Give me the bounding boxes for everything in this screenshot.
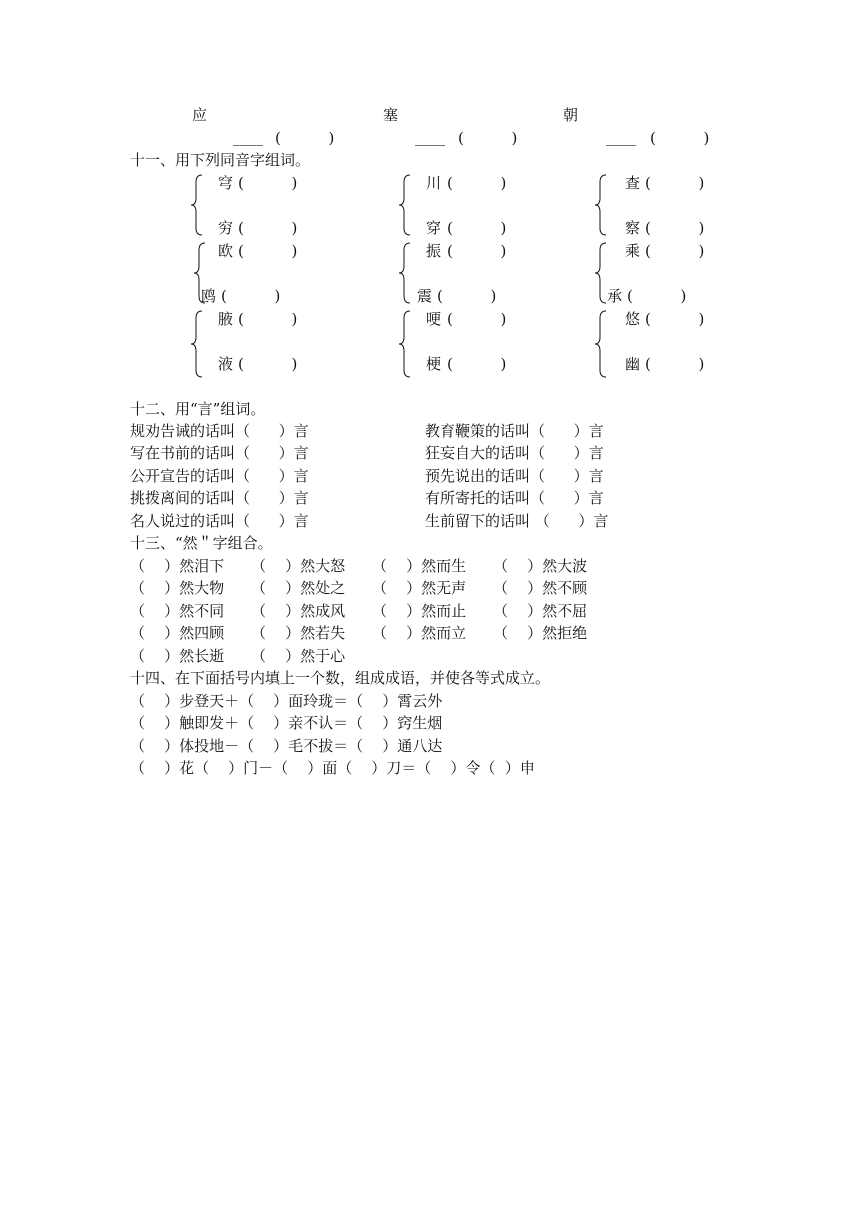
homophone-8b: 梗 bbox=[426, 355, 442, 373]
equation-row: （ ）花（ ）门－（ ）面（ ）刀＝（ ）令（ ）申 bbox=[130, 759, 535, 777]
ran-item: （ ）然不同 bbox=[130, 602, 225, 620]
homophone-9b: 幽 bbox=[625, 355, 641, 373]
yan-item: 有所寄托的话叫（ ）言 bbox=[425, 489, 604, 507]
equation-row: （ ）触即发＋（ ）亲不认＝（ ）窍生烟 bbox=[130, 714, 443, 732]
equation-row: （ ）体投地－（ ）毛不拔＝（ ）通八达 bbox=[130, 737, 443, 755]
yan-item: 预先说出的话叫（ ）言 bbox=[425, 467, 604, 485]
answer-paren[interactable]: ( ) bbox=[627, 287, 687, 305]
brace-icon bbox=[398, 174, 412, 236]
ran-item: （ ）然成风 bbox=[251, 602, 346, 620]
answer-paren[interactable]: ( ) bbox=[437, 287, 497, 305]
section-13-title: 十三、“然＂字组合。 bbox=[130, 534, 273, 552]
brace-icon bbox=[398, 310, 412, 378]
homophone-1b: 穷 bbox=[218, 219, 234, 237]
homophone-7a: 腋 bbox=[218, 310, 234, 328]
ran-item: （ ）然于心 bbox=[251, 647, 346, 665]
answer-paren[interactable]: ( ) bbox=[447, 174, 507, 192]
ran-item: （ ）然大波 bbox=[493, 557, 588, 575]
section-14-title: 十四、在下面括号内填上一个数，组成成语，并使各等式成立。 bbox=[130, 669, 551, 687]
yan-item: 生前留下的话叫 （ ）言 bbox=[425, 512, 609, 530]
answer-paren[interactable]: ( ) bbox=[447, 310, 507, 328]
yan-item: 规劝告诫的话叫（ ）言 bbox=[130, 422, 309, 440]
ran-item: （ ）然若失 bbox=[251, 624, 346, 642]
homophone-7b: 液 bbox=[218, 355, 234, 373]
homophone-2a: 川 bbox=[426, 174, 442, 192]
brace-icon bbox=[398, 242, 412, 304]
answer-paren[interactable]: ( ) bbox=[238, 219, 298, 237]
ran-item: （ ）然拒绝 bbox=[493, 624, 588, 642]
ran-item: （ ）然长逝 bbox=[130, 647, 225, 665]
top-paren-2: ( ) bbox=[458, 129, 518, 147]
ran-item: （ ）然大怒 bbox=[251, 557, 346, 575]
ran-item: （ ）然无声 bbox=[372, 579, 467, 597]
brace-icon bbox=[190, 174, 204, 236]
ran-item: （ ）然四顾 bbox=[130, 624, 225, 642]
top-paren-3: ( ) bbox=[650, 129, 710, 147]
equation-row: （ ）步登天＋（ ）面玲珑＝（ ）霄云外 bbox=[130, 692, 443, 710]
yan-item: 写在书前的话叫（ ）言 bbox=[130, 444, 309, 462]
answer-paren[interactable]: ( ) bbox=[447, 242, 507, 260]
brace-icon bbox=[594, 310, 608, 378]
top-char-2: 塞 bbox=[383, 106, 399, 124]
homophone-2b: 穿 bbox=[426, 219, 442, 237]
top-blank-1: ____ bbox=[233, 128, 263, 146]
answer-paren[interactable]: ( ) bbox=[645, 310, 705, 328]
yan-item: 教育鞭策的话叫（ ）言 bbox=[425, 422, 604, 440]
top-char-1: 应 bbox=[192, 106, 208, 124]
answer-paren[interactable]: ( ) bbox=[645, 174, 705, 192]
ran-item: （ ）然不屈 bbox=[493, 602, 588, 620]
homophone-5a: 振 bbox=[426, 242, 442, 260]
homophone-8a: 哽 bbox=[426, 310, 442, 328]
ran-item: （ ）然大物 bbox=[130, 579, 225, 597]
homophone-5b: 震 bbox=[417, 287, 433, 305]
top-char-3: 朝 bbox=[563, 106, 579, 124]
homophone-1a: 穹 bbox=[218, 174, 234, 192]
homophone-4a: 欧 bbox=[218, 242, 234, 260]
brace-icon bbox=[594, 174, 608, 236]
ran-item: （ ）然不顾 bbox=[493, 579, 588, 597]
answer-paren[interactable]: ( ) bbox=[238, 242, 298, 260]
top-paren-1: ( ) bbox=[275, 129, 335, 147]
section-11-title: 十一、用下列同音字组词。 bbox=[130, 151, 311, 169]
answer-paren[interactable]: ( ) bbox=[221, 287, 281, 305]
yan-item: 挑拨离间的话叫（ ）言 bbox=[130, 489, 309, 507]
homophone-4b: 鸥 bbox=[201, 287, 217, 305]
ran-item: （ ）然而止 bbox=[372, 602, 467, 620]
homophone-3a: 查 bbox=[625, 174, 641, 192]
answer-paren[interactable]: ( ) bbox=[238, 355, 298, 373]
top-blank-2: ____ bbox=[415, 128, 445, 146]
ran-item: （ ）然而生 bbox=[372, 557, 467, 575]
answer-paren[interactable]: ( ) bbox=[645, 219, 705, 237]
yan-item: 狂妄自大的话叫（ ）言 bbox=[425, 444, 604, 462]
answer-paren[interactable]: ( ) bbox=[238, 310, 298, 328]
homophone-6a: 乘 bbox=[625, 242, 641, 260]
ran-item: （ ）然处之 bbox=[251, 579, 346, 597]
answer-paren[interactable]: ( ) bbox=[238, 174, 298, 192]
answer-paren[interactable]: ( ) bbox=[447, 219, 507, 237]
homophone-6b: 承 bbox=[607, 287, 623, 305]
homophone-9a: 悠 bbox=[625, 310, 641, 328]
top-blank-3: ____ bbox=[606, 128, 636, 146]
homophone-3b: 察 bbox=[625, 219, 641, 237]
section-12-title: 十二、用“言”组词。 bbox=[130, 400, 266, 418]
answer-paren[interactable]: ( ) bbox=[645, 242, 705, 260]
ran-item: （ ）然而立 bbox=[372, 624, 467, 642]
brace-icon bbox=[594, 242, 608, 304]
answer-paren[interactable]: ( ) bbox=[645, 355, 705, 373]
yan-item: 名人说过的话叫（ ）言 bbox=[130, 512, 309, 530]
yan-item: 公开宣告的话叫（ ）言 bbox=[130, 467, 309, 485]
answer-paren[interactable]: ( ) bbox=[447, 355, 507, 373]
ran-item: （ ）然泪下 bbox=[130, 557, 225, 575]
brace-icon bbox=[190, 310, 204, 378]
